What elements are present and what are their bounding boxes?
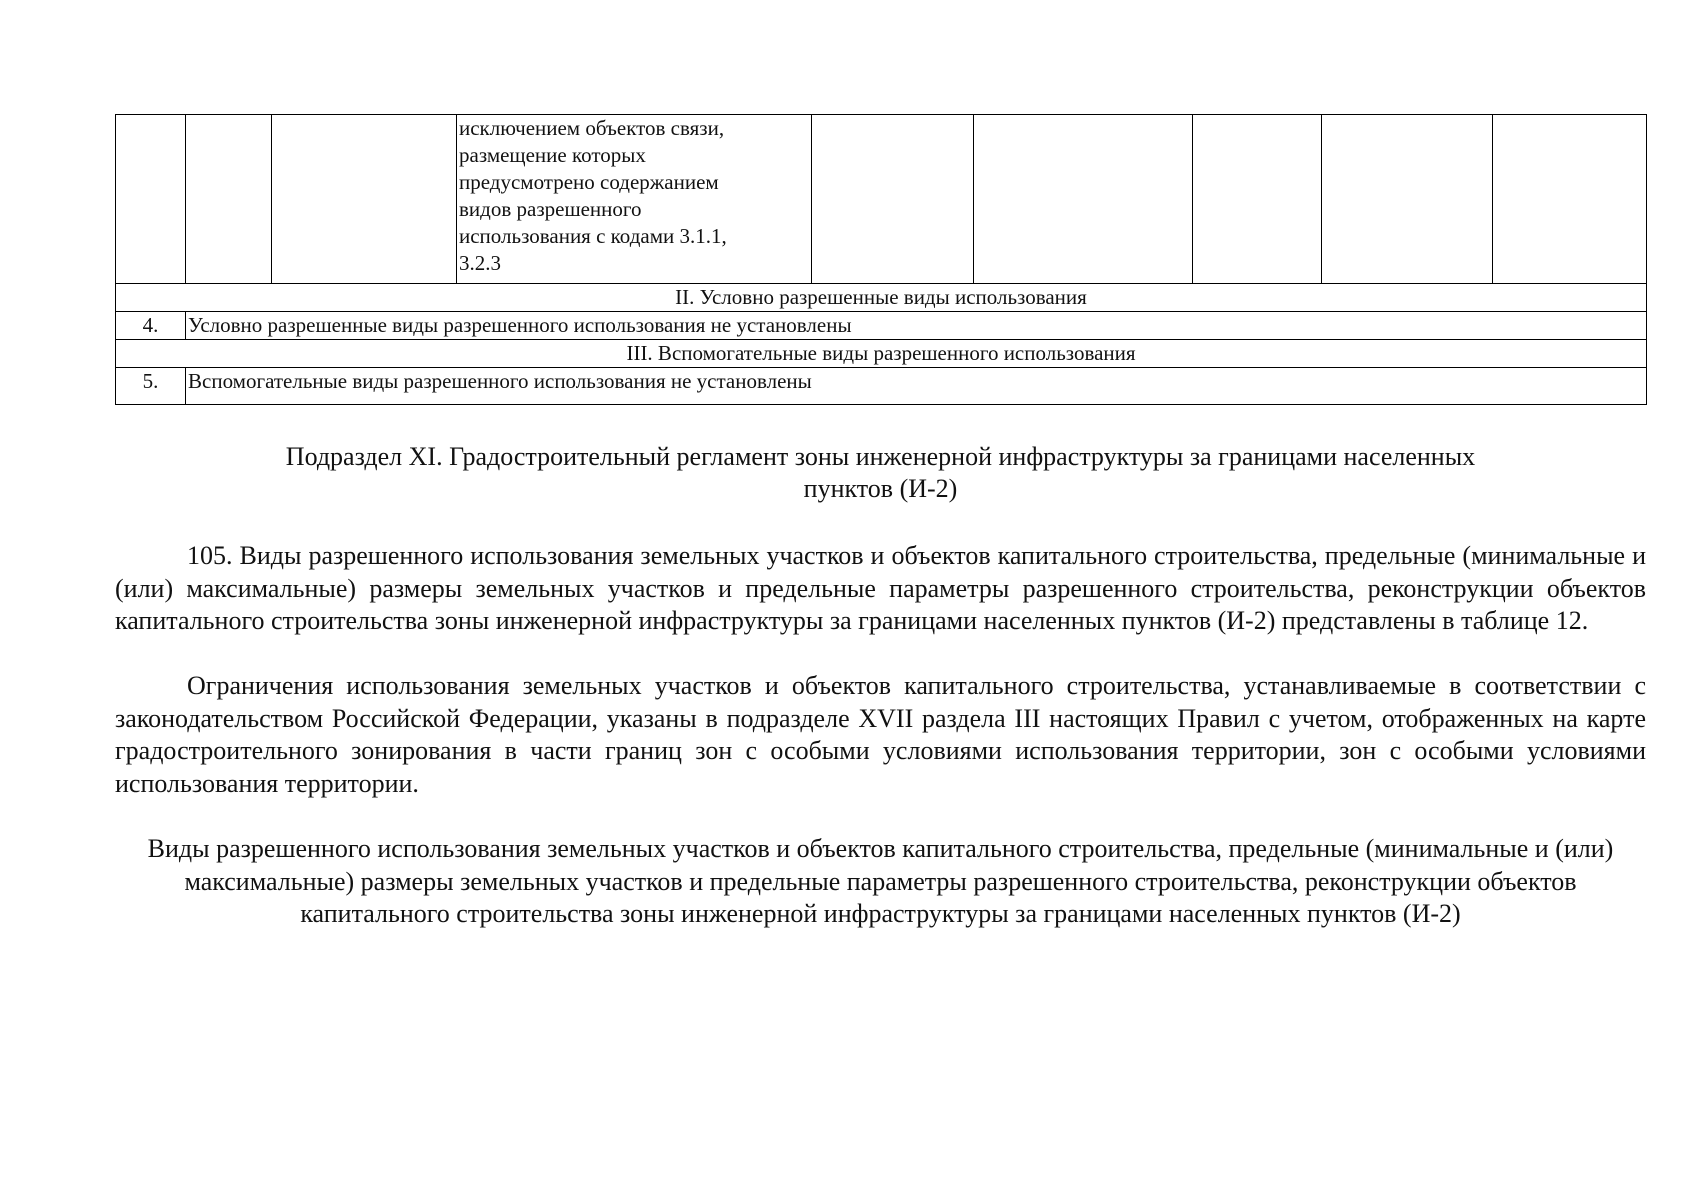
table-row-continued bbox=[116, 115, 1647, 284]
table-cell-empty bbox=[186, 115, 272, 284]
table-cell-empty bbox=[1322, 115, 1493, 284]
section-3-title: III. Вспомогательные виды разрешенного использования bbox=[116, 340, 1647, 368]
table-section-row bbox=[116, 284, 1647, 312]
paragraph-restrictions: Ограничения использования земельных участков и объектов капитального строительства, устанавливаемые в соответствии с законодательством Российской Федерации, указаны в подразделе XVII раздела III настоящих Правил с учетом, отображенных на карте градостроительного зонирования в части границ зон с особыми условиями использования территории, зон с особыми условиями использования территории. bbox=[115, 671, 1646, 798]
row-number: 5. bbox=[116, 368, 186, 405]
section-2-title: II. Условно разрешенные виды использования bbox=[116, 284, 1647, 312]
table-section-row bbox=[116, 340, 1647, 368]
table-cell-empty bbox=[812, 115, 974, 284]
row-text: Вспомогательные виды разрешенного использования не установлены bbox=[186, 368, 1647, 405]
table-cell-empty bbox=[1193, 115, 1322, 284]
regulation-table bbox=[115, 114, 1647, 405]
row-number: 4. bbox=[116, 312, 186, 340]
table-caption: Виды разрешенного использования земельных участков и объектов капитального строительства, предельные (минимальные и (или) максимальные) размеры земельных участков и предельные параметры разрешенного строительства, реконструкции объектов капитального строительства зоны инженерной инфраструктуры за границами населенных пунктов (И-2) bbox=[147, 834, 1614, 928]
table-cell-empty bbox=[116, 115, 186, 284]
table-row bbox=[116, 368, 1647, 405]
table-row bbox=[116, 312, 1647, 340]
table-cell-empty bbox=[974, 115, 1193, 284]
subsection-heading bbox=[115, 441, 1646, 505]
row-text: Условно разрешенные виды разрешенного использования не установлены bbox=[186, 312, 1647, 340]
table-cell-empty bbox=[1493, 115, 1647, 284]
paragraph-105: 105. Виды разрешенного использования земельных участков и объектов капитального строительства, предельные (минимальные и (или) максимальные) размеры земельных участков и предельные параметры разрешенного строительства, реконструкции объектов капитального строительства зоны инженерной инфраструктуры за границами населенных пунктов (И-2) представлены в таблице 12. bbox=[115, 541, 1646, 635]
subsection-heading-line2: пунктов (И-2) bbox=[803, 474, 958, 503]
subsection-heading-line1: Подраздел XI. Градостроительный регламент зоны инженерной инфраструктуры за границами населенных bbox=[285, 442, 1476, 471]
table-cell-description: исключением объектов связи, размещение которых предусмотрено содержанием видов разрешенного использования с кодами 3.1.1, 3.2.3 bbox=[457, 115, 812, 284]
table-cell-empty bbox=[272, 115, 457, 284]
